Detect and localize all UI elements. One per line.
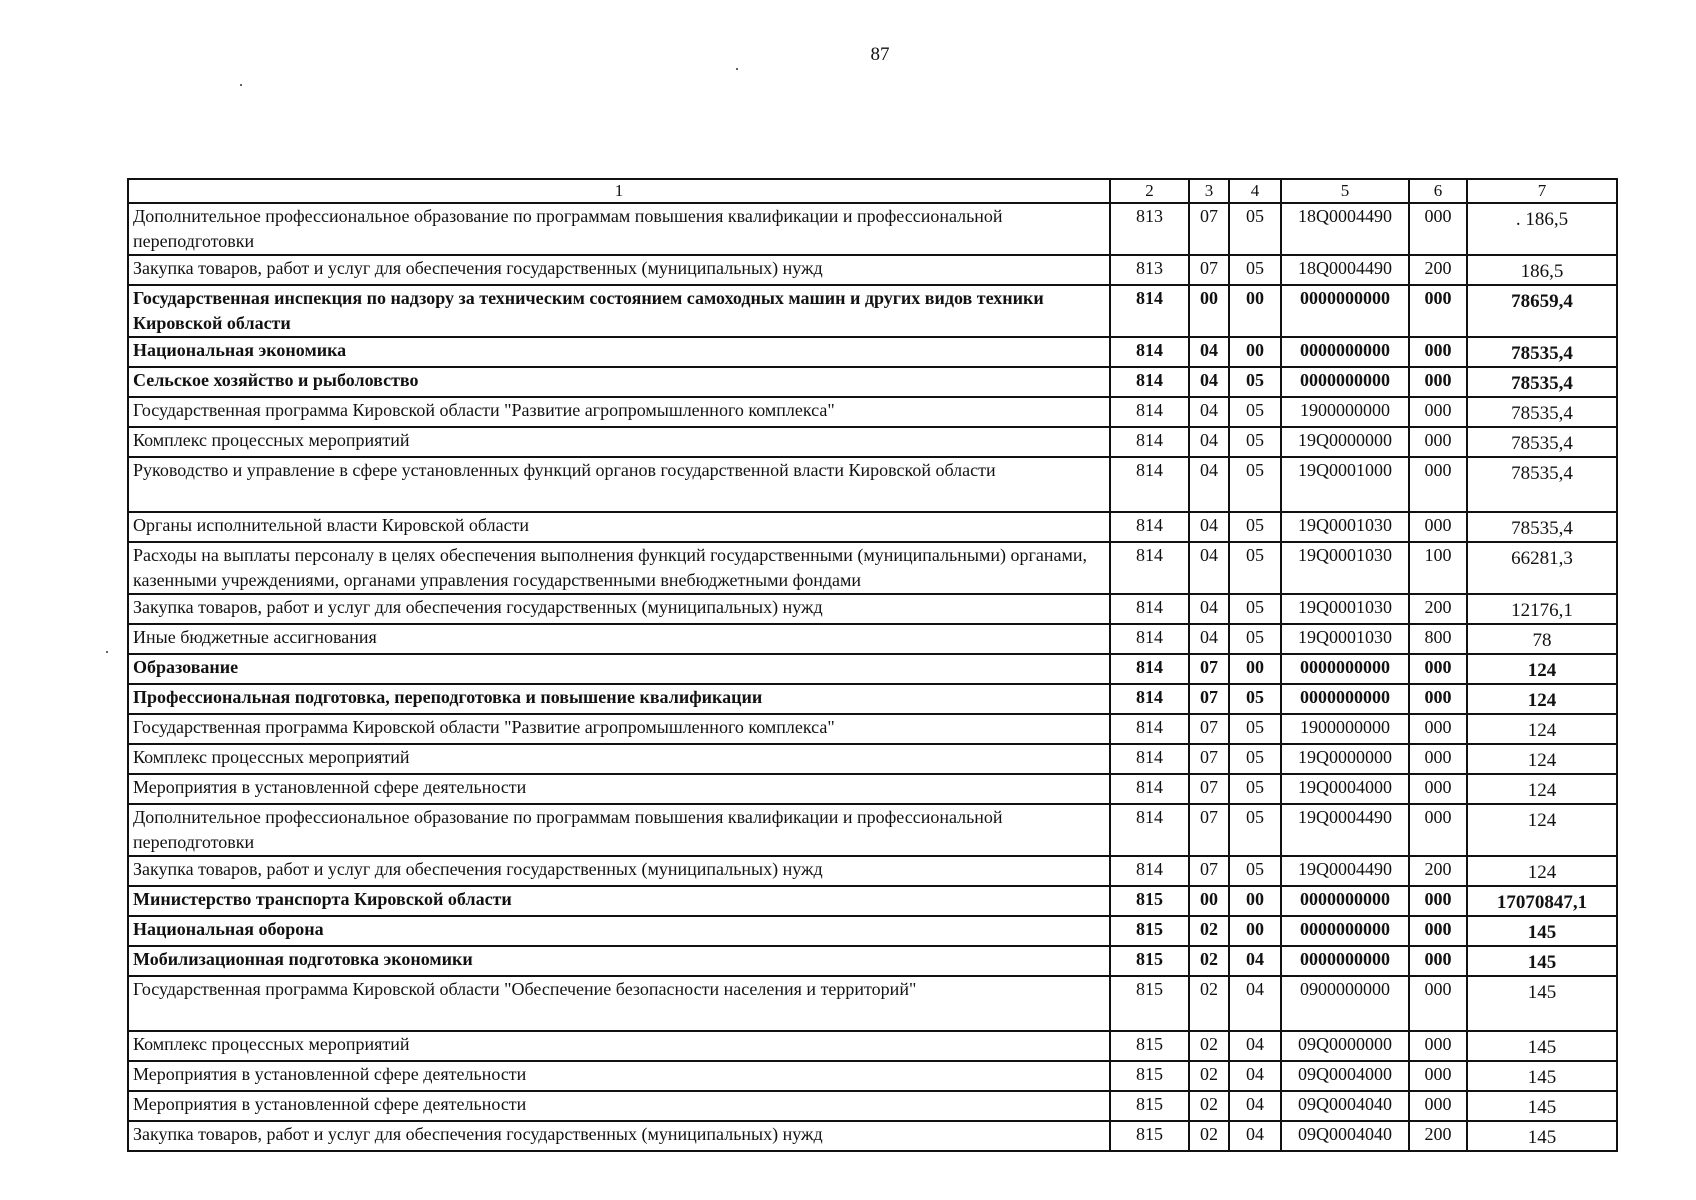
row-amount: 124 [1467, 654, 1617, 684]
row-subsection-code: 00 [1229, 886, 1281, 916]
row-amount: 78659,4 [1467, 285, 1617, 337]
row-subsection-code: 05 [1229, 397, 1281, 427]
column-header: 6 [1409, 179, 1467, 203]
row-amount: 145 [1467, 916, 1617, 946]
row-subsection-code: 04 [1229, 976, 1281, 1031]
row-description: Комплекс процессных мероприятий [128, 427, 1110, 457]
row-expense-type: 200 [1409, 255, 1467, 285]
row-amount: 78535,4 [1467, 512, 1617, 542]
row-target-code: 0000000000 [1281, 367, 1409, 397]
row-ministry-code: 814 [1110, 684, 1189, 714]
row-description: Руководство и управление в сфере установленных функций органов государственной власти Кировской области [128, 457, 1110, 512]
row-description: Дополнительное профессиональное образование по программам повышения квалификации и профессиональной переподготовки [128, 804, 1110, 856]
column-header: 2 [1110, 179, 1189, 203]
row-amount: 145 [1467, 1061, 1617, 1091]
row-ministry-code: 814 [1110, 624, 1189, 654]
row-target-code: 0000000000 [1281, 946, 1409, 976]
row-target-code: 19Q0000000 [1281, 427, 1409, 457]
row-section-code: 02 [1189, 1091, 1229, 1121]
row-subsection-code: 05 [1229, 594, 1281, 624]
row-expense-type: 000 [1409, 1031, 1467, 1061]
row-amount: 124 [1467, 856, 1617, 886]
row-ministry-code: 815 [1110, 886, 1189, 916]
row-description: Государственная инспекция по надзору за техническим состоянием самоходных машин и других видов техники Кировской области [128, 285, 1110, 337]
row-amount: 145 [1467, 1121, 1617, 1151]
row-subsection-code: 05 [1229, 512, 1281, 542]
row-ministry-code: 814 [1110, 744, 1189, 774]
row-subsection-code: 04 [1229, 946, 1281, 976]
table-row [128, 457, 1617, 512]
row-section-code: 02 [1189, 976, 1229, 1031]
row-ministry-code: 813 [1110, 203, 1189, 255]
row-section-code: 00 [1189, 886, 1229, 916]
table-body [128, 203, 1617, 1151]
row-amount: 17070847,1 [1467, 886, 1617, 916]
row-target-code: 19Q0004490 [1281, 804, 1409, 856]
table-row [128, 804, 1617, 856]
row-ministry-code: 815 [1110, 1061, 1189, 1091]
row-amount: 78 [1467, 624, 1617, 654]
row-ministry-code: 815 [1110, 946, 1189, 976]
row-subsection-code: 05 [1229, 624, 1281, 654]
row-subsection-code: 04 [1229, 1061, 1281, 1091]
row-expense-type: 000 [1409, 976, 1467, 1031]
table-header-row [128, 179, 1617, 203]
table-row [128, 1061, 1617, 1091]
row-amount: 124 [1467, 714, 1617, 744]
row-expense-type: 200 [1409, 1121, 1467, 1151]
row-amount: 186,5 [1467, 255, 1617, 285]
row-section-code: 04 [1189, 337, 1229, 367]
row-description: Закупка товаров, работ и услуг для обеспечения государственных (муниципальных) нужд [128, 255, 1110, 285]
row-subsection-code: 05 [1229, 542, 1281, 594]
row-target-code: 19Q0001030 [1281, 512, 1409, 542]
row-section-code: 04 [1189, 512, 1229, 542]
row-amount: 124 [1467, 774, 1617, 804]
row-subsection-code: 04 [1229, 1091, 1281, 1121]
row-description: Мобилизационная подготовка экономики [128, 946, 1110, 976]
table-row [128, 427, 1617, 457]
table-row [128, 512, 1617, 542]
row-section-code: 07 [1189, 203, 1229, 255]
row-ministry-code: 814 [1110, 397, 1189, 427]
row-target-code: 1900000000 [1281, 397, 1409, 427]
row-section-code: 04 [1189, 427, 1229, 457]
row-section-code: 07 [1189, 856, 1229, 886]
row-ministry-code: 814 [1110, 714, 1189, 744]
row-section-code: 04 [1189, 624, 1229, 654]
row-section-code: 02 [1189, 1031, 1229, 1061]
row-expense-type: 100 [1409, 542, 1467, 594]
row-expense-type: 000 [1409, 285, 1467, 337]
table-row [128, 285, 1617, 337]
table-row [128, 624, 1617, 654]
row-subsection-code: 04 [1229, 1031, 1281, 1061]
row-amount: . 186,5 [1467, 203, 1617, 255]
row-expense-type: 000 [1409, 654, 1467, 684]
row-expense-type: 000 [1409, 367, 1467, 397]
row-ministry-code: 814 [1110, 285, 1189, 337]
row-description: Комплекс процессных мероприятий [128, 1031, 1110, 1061]
table-row [128, 976, 1617, 1031]
row-subsection-code: 05 [1229, 774, 1281, 804]
row-amount: 145 [1467, 1091, 1617, 1121]
table-row [128, 916, 1617, 946]
row-ministry-code: 814 [1110, 542, 1189, 594]
row-target-code: 19Q0000000 [1281, 744, 1409, 774]
row-description: Министерство транспорта Кировской области [128, 886, 1110, 916]
row-target-code: 0000000000 [1281, 285, 1409, 337]
row-expense-type: 000 [1409, 714, 1467, 744]
row-subsection-code: 00 [1229, 654, 1281, 684]
row-ministry-code: 815 [1110, 976, 1189, 1031]
table-row [128, 1121, 1617, 1151]
row-section-code: 07 [1189, 804, 1229, 856]
row-amount: 124 [1467, 684, 1617, 714]
row-section-code: 00 [1189, 285, 1229, 337]
scan-speck [106, 651, 108, 653]
row-ministry-code: 815 [1110, 1091, 1189, 1121]
row-subsection-code: 05 [1229, 457, 1281, 512]
row-amount: 124 [1467, 804, 1617, 856]
row-expense-type: 000 [1409, 397, 1467, 427]
row-expense-type: 000 [1409, 804, 1467, 856]
table-row [128, 684, 1617, 714]
row-target-code: 0000000000 [1281, 337, 1409, 367]
row-description: Национальная оборона [128, 916, 1110, 946]
row-section-code: 07 [1189, 744, 1229, 774]
row-description: Дополнительное профессиональное образование по программам повышения квалификации и профессиональной переподготовки [128, 203, 1110, 255]
row-target-code: 0000000000 [1281, 886, 1409, 916]
row-target-code: 19Q0001030 [1281, 542, 1409, 594]
row-ministry-code: 815 [1110, 916, 1189, 946]
row-section-code: 04 [1189, 594, 1229, 624]
row-subsection-code: 00 [1229, 285, 1281, 337]
row-ministry-code: 814 [1110, 337, 1189, 367]
row-expense-type: 800 [1409, 624, 1467, 654]
row-expense-type: 200 [1409, 594, 1467, 624]
row-target-code: 09Q0004040 [1281, 1121, 1409, 1151]
row-description: Закупка товаров, работ и услуг для обеспечения государственных (муниципальных) нужд [128, 594, 1110, 624]
row-target-code: 19Q0001030 [1281, 594, 1409, 624]
column-header: 3 [1189, 179, 1229, 203]
row-subsection-code: 05 [1229, 684, 1281, 714]
table-row [128, 594, 1617, 624]
row-description: Органы исполнительной власти Кировской области [128, 512, 1110, 542]
row-description: Государственная программа Кировской области "Развитие агропромышленного комплекса" [128, 397, 1110, 427]
row-amount: 78535,4 [1467, 427, 1617, 457]
row-description: Мероприятия в установленной сфере деятельности [128, 1061, 1110, 1091]
row-ministry-code: 814 [1110, 654, 1189, 684]
budget-table [127, 178, 1618, 1152]
row-expense-type: 000 [1409, 203, 1467, 255]
row-subsection-code: 04 [1229, 1121, 1281, 1151]
row-amount: 124 [1467, 744, 1617, 774]
table-row [128, 886, 1617, 916]
table-row [128, 1091, 1617, 1121]
column-header: 5 [1281, 179, 1409, 203]
row-amount: 145 [1467, 1031, 1617, 1061]
row-subsection-code: 05 [1229, 427, 1281, 457]
row-section-code: 07 [1189, 714, 1229, 744]
row-description: Комплекс процессных мероприятий [128, 744, 1110, 774]
row-target-code: 18Q0004490 [1281, 255, 1409, 285]
table-row [128, 1031, 1617, 1061]
row-expense-type: 000 [1409, 512, 1467, 542]
row-target-code: 0000000000 [1281, 684, 1409, 714]
column-header: 1 [128, 179, 1110, 203]
row-target-code: 19Q0001000 [1281, 457, 1409, 512]
row-target-code: 19Q0004000 [1281, 774, 1409, 804]
row-ministry-code: 814 [1110, 774, 1189, 804]
row-subsection-code: 05 [1229, 203, 1281, 255]
row-ministry-code: 815 [1110, 1031, 1189, 1061]
table-row [128, 397, 1617, 427]
row-expense-type: 000 [1409, 457, 1467, 512]
row-section-code: 02 [1189, 916, 1229, 946]
row-section-code: 04 [1189, 397, 1229, 427]
table-row [128, 946, 1617, 976]
row-target-code: 19Q0004490 [1281, 856, 1409, 886]
page-number: 87 [870, 44, 890, 65]
row-section-code: 04 [1189, 367, 1229, 397]
row-amount: 78535,4 [1467, 397, 1617, 427]
row-target-code: 1900000000 [1281, 714, 1409, 744]
row-description: Государственная программа Кировской области "Обеспечение безопасности населения и территорий" [128, 976, 1110, 1031]
row-expense-type: 000 [1409, 684, 1467, 714]
row-amount: 78535,4 [1467, 367, 1617, 397]
row-description: Сельское хозяйство и рыболовство [128, 367, 1110, 397]
row-description: Расходы на выплаты персоналу в целях обеспечения выполнения функций государственными (муниципальными) органами, казенными учреждениями, органами управления государственными внебюджетными фондами [128, 542, 1110, 594]
row-ministry-code: 814 [1110, 427, 1189, 457]
row-description: Национальная экономика [128, 337, 1110, 367]
row-subsection-code: 00 [1229, 916, 1281, 946]
row-amount: 78535,4 [1467, 337, 1617, 367]
table-row [128, 774, 1617, 804]
row-section-code: 02 [1189, 1121, 1229, 1151]
row-section-code: 04 [1189, 457, 1229, 512]
row-expense-type: 000 [1409, 337, 1467, 367]
table-row [128, 714, 1617, 744]
row-ministry-code: 814 [1110, 367, 1189, 397]
row-target-code: 0000000000 [1281, 654, 1409, 684]
row-subsection-code: 05 [1229, 804, 1281, 856]
row-amount: 145 [1467, 946, 1617, 976]
row-expense-type: 000 [1409, 1061, 1467, 1091]
row-subsection-code: 05 [1229, 856, 1281, 886]
row-description: Закупка товаров, работ и услуг для обеспечения государственных (муниципальных) нужд [128, 1121, 1110, 1151]
row-expense-type: 000 [1409, 886, 1467, 916]
row-target-code: 0000000000 [1281, 916, 1409, 946]
row-ministry-code: 814 [1110, 594, 1189, 624]
row-amount: 145 [1467, 976, 1617, 1031]
row-description: Профессиональная подготовка, переподготовка и повышение квалификации [128, 684, 1110, 714]
row-section-code: 04 [1189, 542, 1229, 594]
row-ministry-code: 814 [1110, 512, 1189, 542]
row-subsection-code: 05 [1229, 714, 1281, 744]
row-subsection-code: 05 [1229, 255, 1281, 285]
scan-speck [736, 68, 738, 70]
row-ministry-code: 814 [1110, 856, 1189, 886]
row-target-code: 09Q0000000 [1281, 1031, 1409, 1061]
row-ministry-code: 815 [1110, 1121, 1189, 1151]
table-row [128, 367, 1617, 397]
table-row [128, 203, 1617, 255]
table-row [128, 255, 1617, 285]
row-section-code: 07 [1189, 774, 1229, 804]
row-section-code: 07 [1189, 654, 1229, 684]
row-description: Образование [128, 654, 1110, 684]
row-description: Иные бюджетные ассигнования [128, 624, 1110, 654]
table-row [128, 654, 1617, 684]
row-amount: 78535,4 [1467, 457, 1617, 512]
scan-speck [240, 84, 242, 86]
column-header: 4 [1229, 179, 1281, 203]
row-expense-type: 000 [1409, 774, 1467, 804]
table-row [128, 856, 1617, 886]
row-amount: 66281,3 [1467, 542, 1617, 594]
row-expense-type: 000 [1409, 916, 1467, 946]
row-amount: 12176,1 [1467, 594, 1617, 624]
row-target-code: 0900000000 [1281, 976, 1409, 1031]
table-row [128, 542, 1617, 594]
row-section-code: 02 [1189, 1061, 1229, 1091]
row-expense-type: 200 [1409, 856, 1467, 886]
row-description: Государственная программа Кировской области "Развитие агропромышленного комплекса" [128, 714, 1110, 744]
row-ministry-code: 813 [1110, 255, 1189, 285]
row-expense-type: 000 [1409, 1091, 1467, 1121]
row-description: Мероприятия в установленной сфере деятельности [128, 774, 1110, 804]
row-subsection-code: 05 [1229, 367, 1281, 397]
row-section-code: 02 [1189, 946, 1229, 976]
row-subsection-code: 05 [1229, 744, 1281, 774]
row-expense-type: 000 [1409, 946, 1467, 976]
table-row [128, 744, 1617, 774]
row-target-code: 19Q0001030 [1281, 624, 1409, 654]
row-description: Мероприятия в установленной сфере деятельности [128, 1091, 1110, 1121]
row-description: Закупка товаров, работ и услуг для обеспечения государственных (муниципальных) нужд [128, 856, 1110, 886]
row-section-code: 07 [1189, 684, 1229, 714]
row-expense-type: 000 [1409, 427, 1467, 457]
column-header: 7 [1467, 179, 1617, 203]
row-expense-type: 000 [1409, 744, 1467, 774]
row-section-code: 07 [1189, 255, 1229, 285]
row-ministry-code: 814 [1110, 804, 1189, 856]
table-row [128, 337, 1617, 367]
row-ministry-code: 814 [1110, 457, 1189, 512]
row-subsection-code: 00 [1229, 337, 1281, 367]
row-target-code: 09Q0004040 [1281, 1091, 1409, 1121]
row-target-code: 18Q0004490 [1281, 203, 1409, 255]
row-target-code: 09Q0004000 [1281, 1061, 1409, 1091]
